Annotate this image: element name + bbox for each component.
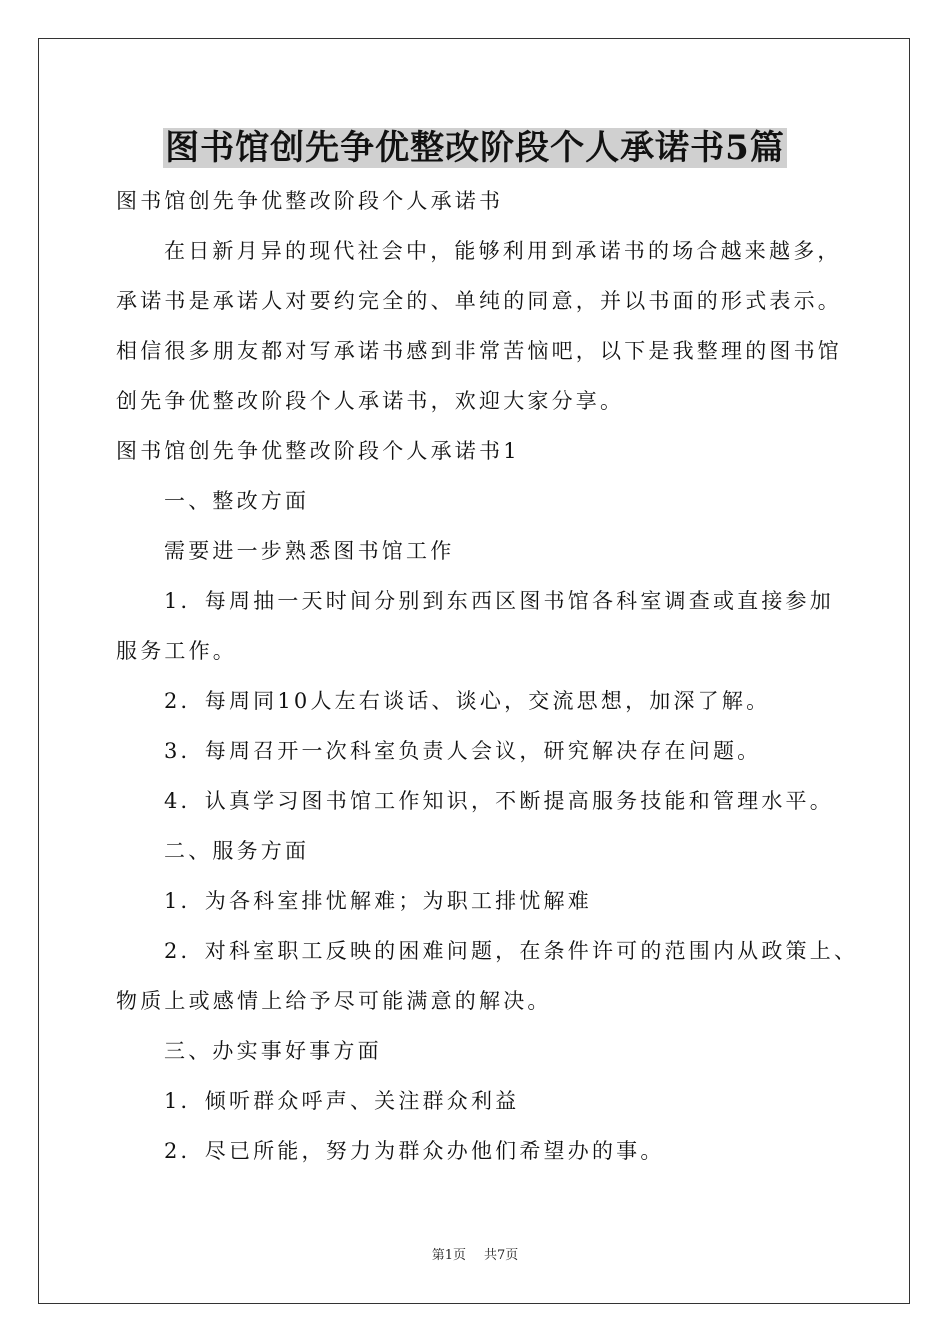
part1-item4: 4．认真学习图书馆工作知识，不断提高服务技能和管理水平。	[164, 789, 834, 813]
section-heading: 图书馆创先争优整改阶段个人承诺书1	[116, 439, 520, 463]
part3-item2: 2．尽已所能，努力为群众办他们希望办的事。	[164, 1139, 665, 1163]
part2-item2-line2: 物质上或感情上给予尽可能满意的解决。	[116, 989, 552, 1013]
part1-title: 一、整改方面	[164, 489, 310, 513]
part1-item1-line1: 1．每周抽一天时间分别到东西区图书馆各科室调查或直接参加	[164, 589, 834, 613]
intro-line-3: 相信很多朋友都对写承诺书感到非常苦恼吧，以下是我整理的图书馆	[116, 339, 842, 363]
part1-item3: 3．每周召开一次科室负责人会议，研究解决存在问题。	[164, 739, 762, 763]
part1-item2: 2．每周同10人左右谈话、谈心，交流思想，加深了解。	[164, 689, 771, 713]
intro-line-2: 承诺书是承诺人对要约完全的、单纯的同意，并以书面的形式表示。	[116, 289, 842, 313]
document-title-text: 图书馆创先争优整改阶段个人承诺书5篇	[165, 128, 785, 168]
document-title	[0, 124, 950, 172]
document-body	[116, 176, 859, 1176]
part2-item2-line1: 2．对科室职工反映的困难问题，在条件许可的范围内从政策上、	[164, 939, 859, 963]
part3-title: 三、办实事好事方面	[164, 1039, 382, 1063]
page-number-total: 共7页	[484, 1248, 519, 1263]
intro-line-4: 创先争优整改阶段个人承诺书，欢迎大家分享。	[116, 389, 625, 413]
part2-title: 二、服务方面	[164, 839, 310, 863]
part3-item1: 1．倾听群众呼声、关注群众利益	[164, 1089, 520, 1113]
page-footer	[0, 1246, 950, 1266]
part1-subtitle: 需要进一步熟悉图书馆工作	[164, 539, 455, 563]
page-number-current: 第1页	[431, 1248, 466, 1263]
subtitle: 图书馆创先争优整改阶段个人承诺书	[116, 189, 504, 213]
part2-item1: 1．为各科室排忧解难；为职工排忧解难	[164, 889, 592, 913]
intro-line-1: 在日新月异的现代社会中，能够利用到承诺书的场合越来越多，	[164, 239, 842, 263]
part1-item1-line2: 服务工作。	[116, 639, 237, 663]
